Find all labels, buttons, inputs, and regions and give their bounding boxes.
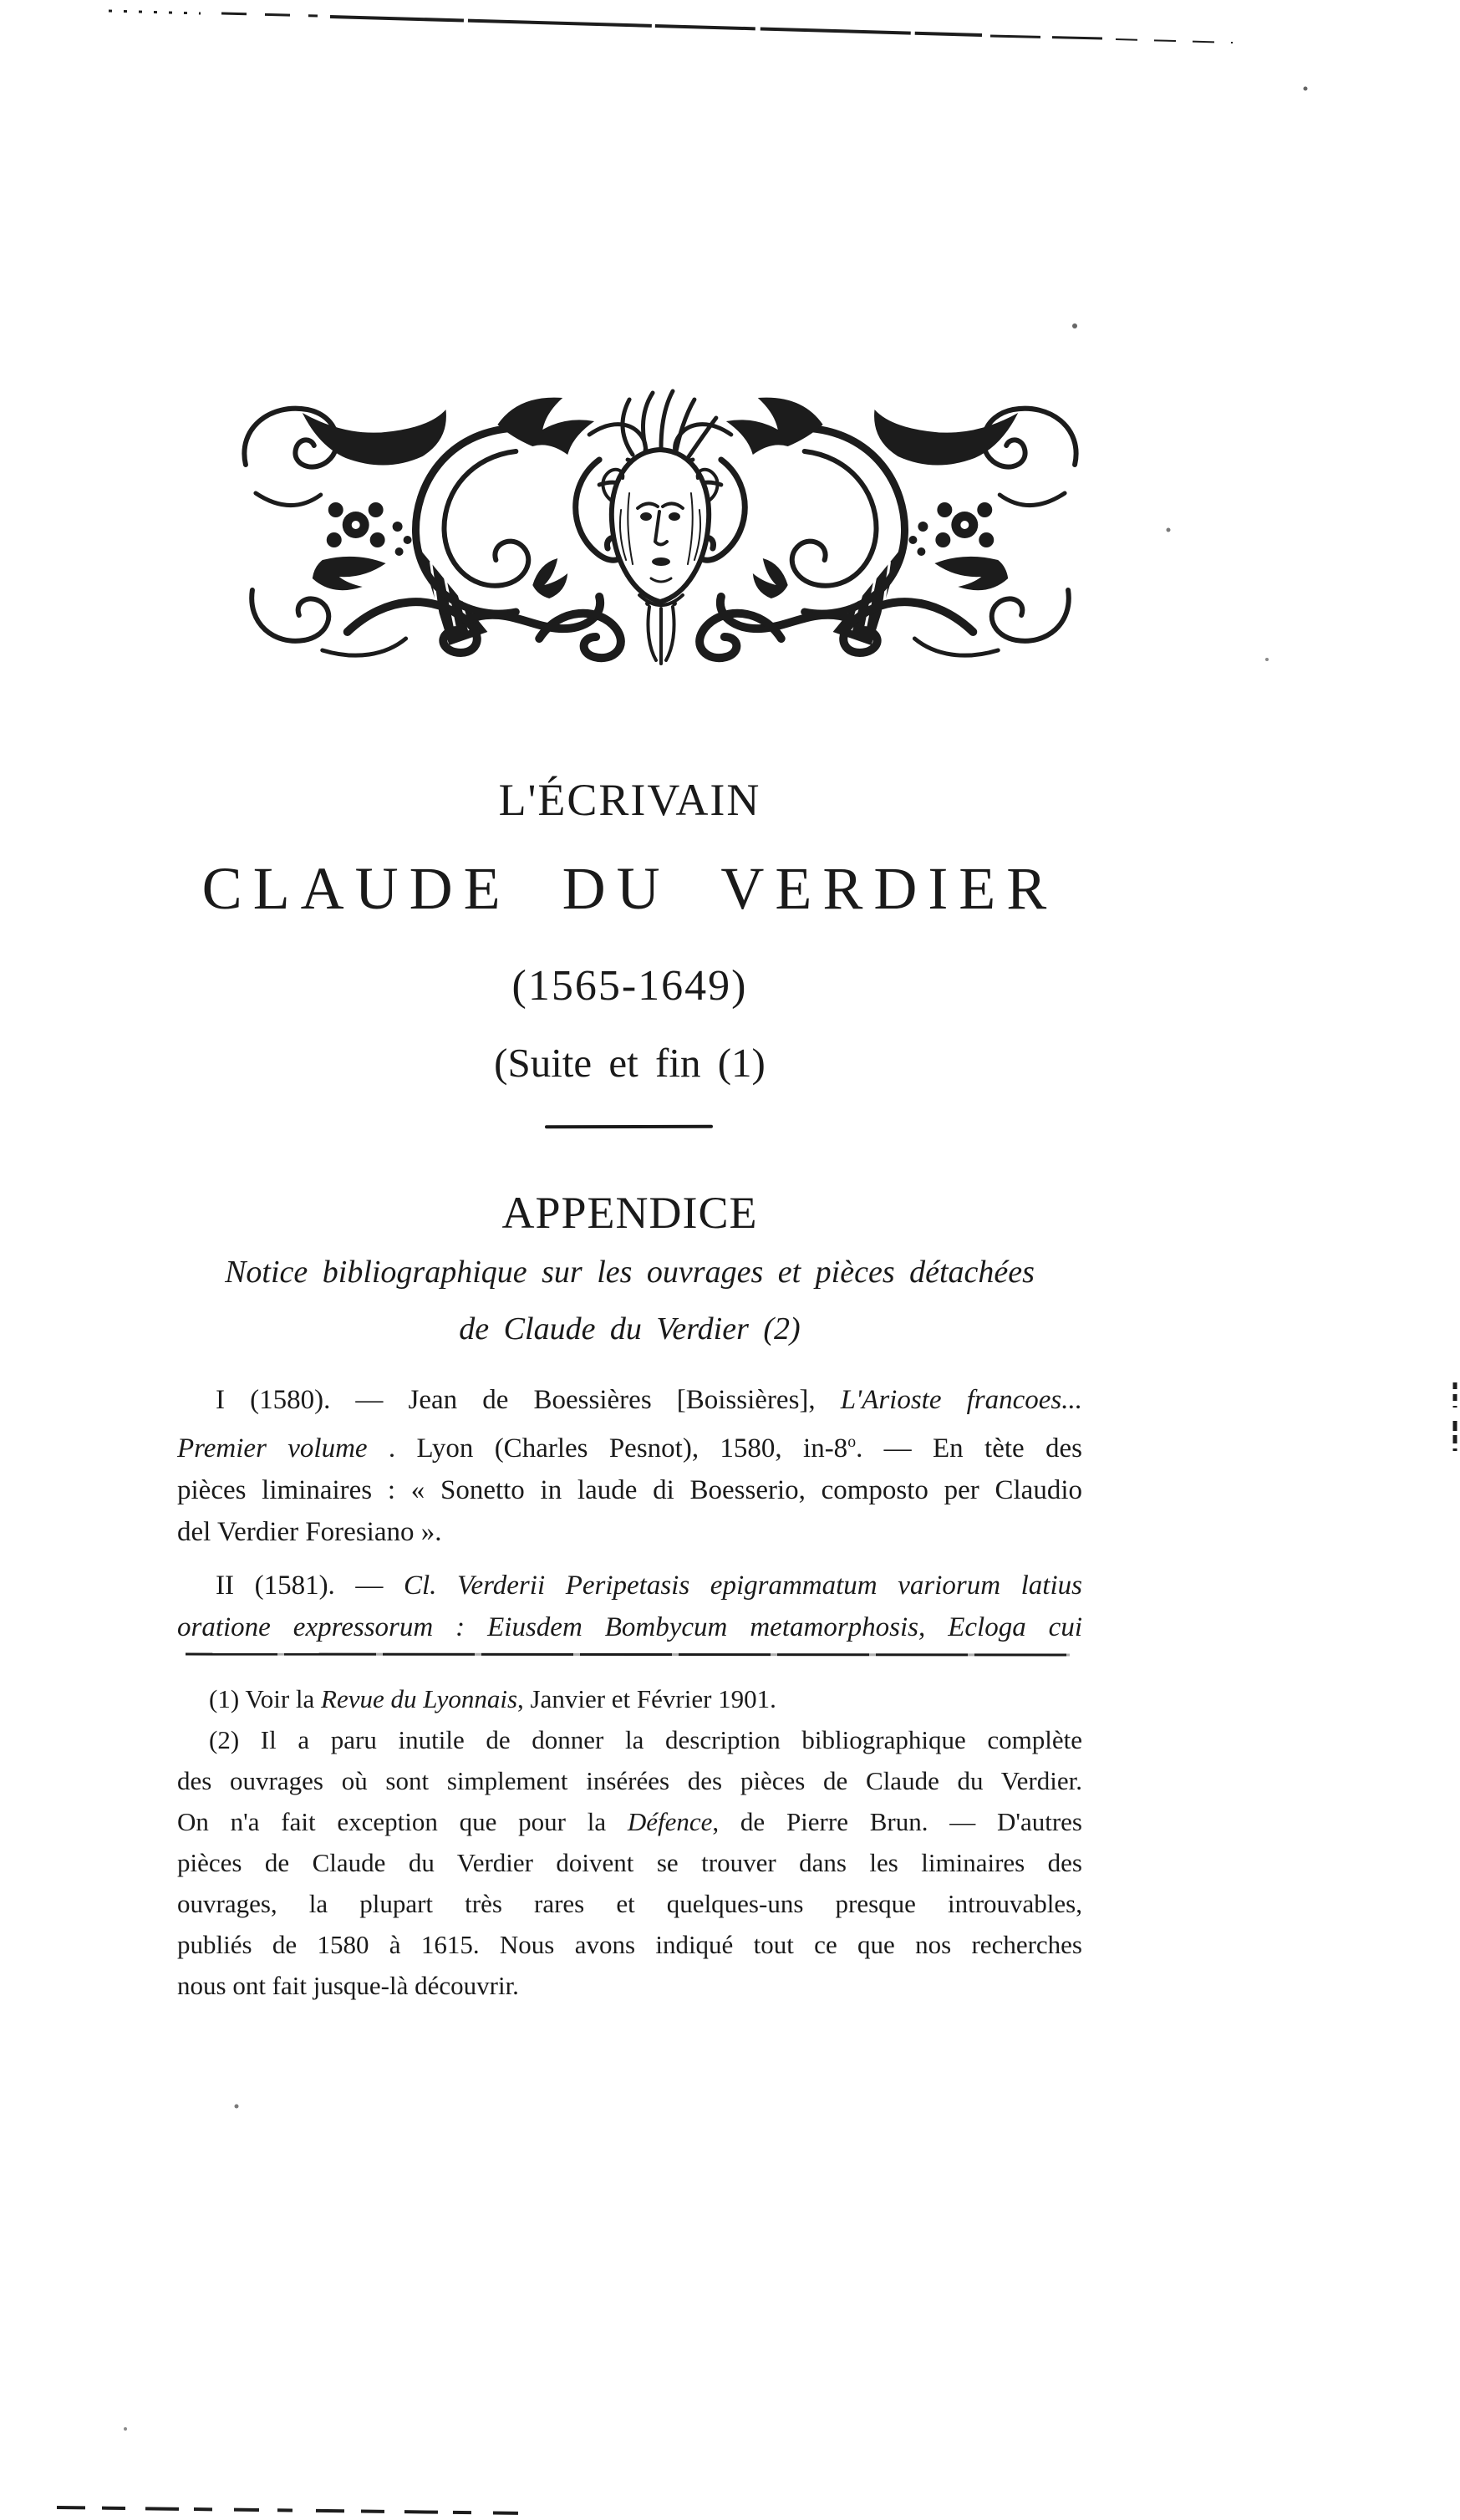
italic-text-run: L'Arioste francoes... (840, 1385, 1082, 1415)
text-run: (1) Voir la (209, 1684, 322, 1713)
text-run: pièces liminaires : « Sonetto in laude di Boesserio, composto per Claudio (177, 1475, 1082, 1505)
italic-text-run: Cl. Verderii Peripetasis epigrammatum variorum latius (404, 1571, 1082, 1601)
scan-artifact-top-fade (1116, 39, 1233, 43)
text-line (177, 1511, 1082, 1553)
text-run: nous ont fait jusque-là découvrir. (177, 1971, 519, 2000)
article-title: CLAUDE DU VERDIER (201, 855, 1058, 922)
life-dates: (1565-1649) (511, 962, 748, 1010)
text-run: del Verdier Foresiano ». (177, 1517, 442, 1547)
text-run: . — En tète des (856, 1433, 1082, 1464)
text-line (177, 1719, 1082, 1760)
text-line (177, 1801, 1082, 1842)
paragraph (177, 1678, 1082, 1719)
italic-text-run: Revue du Lyonnais (321, 1684, 518, 1713)
text-line (177, 1421, 1082, 1469)
text-run: II (1581). — (216, 1571, 404, 1601)
text-line (177, 1565, 1082, 1606)
text-run: (2) Il a paru inutile de donner la description bibliographique complète (209, 1725, 1082, 1754)
woodcut-headpiece-ornament (222, 384, 1098, 669)
text-line (177, 1760, 1082, 1801)
text-line (177, 1924, 1082, 1965)
section-subtitle-line-1: Notice bibliographique sur les ouvrages et pièces détachées (225, 1255, 1035, 1290)
scan-artifact-bottom-dashes (57, 2507, 527, 2513)
continuation-note: (Suite et fin (1) (494, 1040, 766, 1086)
text-line (177, 1883, 1082, 1924)
text-line (177, 1842, 1082, 1883)
headpiece-engraving-icon (222, 384, 1098, 669)
scan-artifact-top-dashes (221, 13, 318, 16)
scan-artifact-top-dots (109, 11, 201, 13)
section-heading: APPENDICE (501, 1188, 758, 1238)
text-run: , Janvier et Février 1901. (517, 1684, 776, 1713)
scan-artifact-top-line-end (990, 36, 1103, 38)
text-run: o (847, 1433, 857, 1451)
text-run: des ouvrages où sont simplement insérées des pièces de Claude du Verdier. (177, 1766, 1082, 1795)
text-run: On n'a fait exception que pour la (177, 1807, 628, 1836)
text-run: . Lyon (Charles Pesnot), 1580, in-8 (367, 1433, 848, 1464)
title-divider-rule (545, 1125, 713, 1129)
text-run: publiés de 1580 à 1615. Nous avons indiqué tout ce que nos recherches (177, 1930, 1082, 1959)
footnote-separator-rule (186, 1653, 1070, 1657)
italic-text-run: oratione expressorum : Eiusdem Bombycum metamorphosis, Ecloga cui (177, 1612, 1082, 1642)
text-line (177, 1965, 1082, 2006)
footnotes-block (177, 1678, 1082, 2006)
text-run: ouvrages, la plupart très rares et quelques-uns presque introuvables, (177, 1889, 1082, 1918)
scan-artifact-top-line (330, 17, 982, 35)
paragraph (177, 1565, 1082, 1648)
text-line (177, 1678, 1082, 1719)
bibliography-body-text (177, 1379, 1082, 1648)
section-subtitle-line-2: de Claude du Verdier (2) (459, 1311, 801, 1347)
text-line (177, 1606, 1082, 1648)
text-run: I (1580). — Jean de Boessières [Boissières], (216, 1385, 841, 1415)
paragraph (177, 1719, 1082, 2006)
article-supertitle: L'ÉCRIVAIN (498, 775, 761, 825)
italic-text-run: Défence (627, 1807, 713, 1836)
text-line (177, 1379, 1082, 1421)
headpiece-mask-face (603, 391, 717, 664)
text-run: , de Pierre Brun. — D'autres (712, 1807, 1082, 1836)
text-line (177, 1469, 1082, 1511)
paragraph (177, 1379, 1082, 1553)
text-run: pièces de Claude du Verdier doivent se trouver dans les liminaires des (177, 1848, 1082, 1877)
italic-text-run: Premier volume (177, 1433, 368, 1464)
